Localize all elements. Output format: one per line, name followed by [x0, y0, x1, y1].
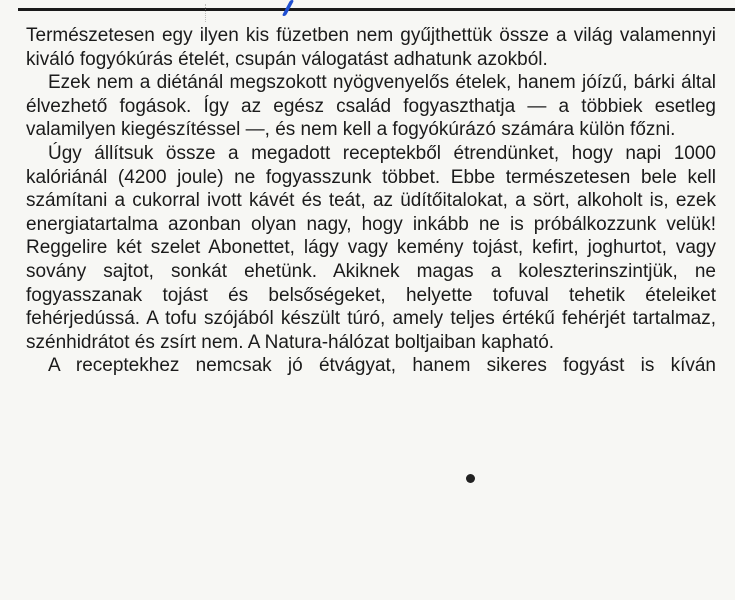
paragraph-1: Természetesen egy ilyen kis füzetben nem gyűjthettük össze a világ valamennyi kiváló fogyókúrás ételét, csupán válogatást adhatunk azokból.	[26, 25, 716, 70]
top-rule	[18, 8, 735, 11]
paragraph-4: A receptekhez nemcsak jó étvágyat, hanem sikeres fogyást is kíván	[48, 355, 716, 377]
pencil-mark	[205, 4, 214, 22]
paragraph-2: Ezek nem a diétánál megszokott nyögvenyelős ételek, hanem jóízű, bárki által élvezhető fogások. Így az egész család fogyaszthatja — a többiek esetleg valamilyen kiegészítéssel —, és nem kell a fogyókúrázó számára külön főzni.	[26, 72, 716, 141]
ink-smudge	[466, 474, 475, 483]
body-text	[26, 24, 716, 378]
paragraph-3: Úgy állítsuk össze a megadott receptekből étrendünket, hogy napi 1000 kalóriánál (4200 joule) ne fogyasszunk többet. Ebbe természetesen bele kell számítani a cukorral ivott kávét és teát, az üdítőitalokat, a sört, alkoholt is, ezek energiatartalma azonban olyan nagy, hogy inkább ne is próbálkozzunk velük! Reggelire két szelet Abonettet, lágy vagy kemény tojást, kefirt, joghurtot, vagy sovány sajtot, sonkát ehetünk. Akiknek magas a koleszterinszintjük, ne fogyasszanak tojást és belsőségeket, helyette tofuval tehetik ételeiket fehérjedússá. A tofu szójából készült túró, amely teljes értékű fehérjét tartalmaz, szénhidrátot és zsírt nem. A Natura-hálózat boltjaiban kapható.	[26, 142, 716, 353]
